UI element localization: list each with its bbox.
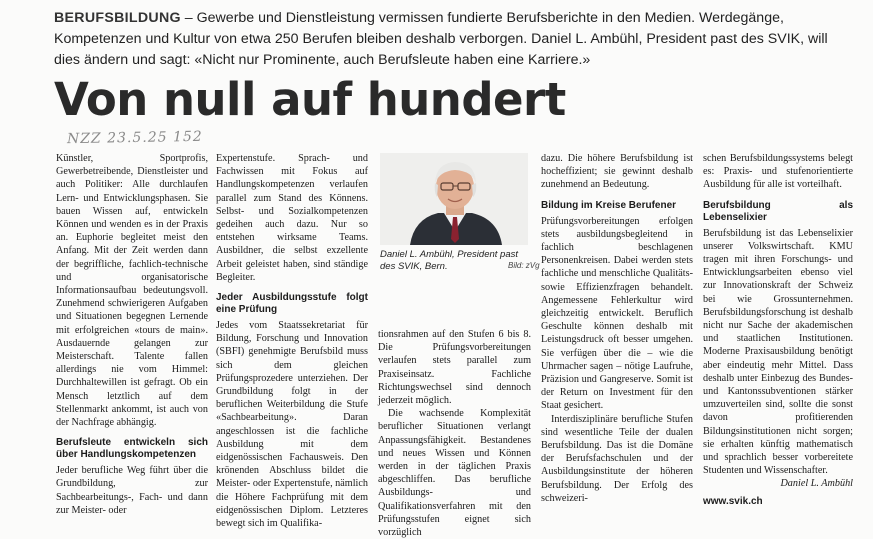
col5-paragraph-2: Berufsbildung ist das Lebenselixier unserer Volkswirtschaft. KMU tragen mit ihren Forschungs- und Entwicklungsarbeiten ebenso viel zur Innovationskraft der Schweiz bei wie Grossunternehmen. Berufsbildungsforschung ist deshalb nicht nur Sache der akademischen und staatlichen Institutionen. Moderne Praxisausbildung benötigt aber eindeutig mehr Mittel. Dass deshalb unter Einbezug des Bundes- und Kantonssubventionen stärker umzuverteilen sind, sollte die sonst davon profitierenden Bildungsinstitutionen nicht sorgen; sie erhalten künftig mathematisch und sprachlich besser vorbereitete Studenten und Wissenschafter. [703, 227, 853, 477]
photo-caption: Daniel L. Ambühl, President past des SVIK, Bern. [380, 249, 519, 272]
headline: Von null auf hundert [54, 73, 566, 126]
lead-kicker: BERUFSBILDUNG [54, 10, 181, 26]
column-2 [216, 152, 368, 530]
col4-paragraph-2: Prüfungsvorbereitungen erfolgen stets ausbildungsbegleitend in fachlich beschlagenen Personenkreisen. Dabei werden stets fachliche und menschliche Qualitäts- sowie Effizienzfragen behandelt. Angemessene Fehlerkultur wird gleichzeitig entwickelt. Beruflich Geschulte können deshalb mit Leistungsdruck oft besser umgehen. Sie verfügen über die – wie die Uhrmacher sagen – nötige Laufruhe, Präzision und Gangreserve. Somit ist der Return on Investment für den Staat gesichert. [541, 215, 693, 412]
lead-paragraph [54, 8, 854, 71]
col3-paragraph-2: Die wachsende Komplexität beruflicher Situationen verlangt Anpassungsfähigkeit. Bestandenes und neues Wissen und Können werden in der täglichen Praxis abgeschliffen. Das berufliche Ausbildungs- und Qualifikationsverfahren mit den Prüfungsstufen eignet sich vorzüglich [378, 408, 531, 539]
website-link[interactable]: www.svik.ch [703, 495, 763, 507]
column-1 [56, 152, 208, 517]
col2-paragraph-1: Expertenstufe. Sprach- und Fachwissen mit Fokus auf Handlungskompetenzen verlaufen parallel zum Stand des Könnens. Selbst- und Sozialkompetenzen gedeihen auch dazu. Nur so entstehen wirksame Teams. Ausbildner, die selbst exzellente Arbeit geleistet haben, sind ständige Begleiter. [216, 153, 368, 283]
col4-paragraph-1: dazu. Die höhere Berufsbildung ist hocheffizient; sie gewinnt deshalb zunehmend an Bedeutung. [541, 153, 693, 191]
col2-paragraph-2: Jedes vom Staatssekretariat für Bildung, Forschung und Innovation (SBFI) genehmigte Berufsbild muss sich dem gleichen Prüfungsprozedere unterziehen. Der Grundbildung folgt in der beruflichen Weiterbildung die Stufe «Sachbearbeitung». Daran angeschlossen ist die fachliche Ausbildung mit dem eidgenössischen Fachausweis. Den krönenden Abschluss bildet die Meister- oder Expertenstufe, nämlich die Höhere Fachprüfung mit dem eidgenössischen Diplom. Letzteres bewegt sich im Qualifika- [216, 320, 368, 530]
column-3 [378, 328, 531, 539]
col2-subheading: Jeder Ausbildungsstufe folgt eine Prüfung [216, 292, 368, 316]
col1-subheading: Berufsleute entwickeln sich über Handlungskompetenzen [56, 437, 208, 461]
col4-subheading: Bildung im Kreise Berufener [541, 199, 677, 211]
portrait-image [380, 153, 528, 245]
photo-credit: Bild: zVg [508, 261, 540, 270]
author-photo [380, 153, 528, 245]
col1-paragraph-2: Jeder berufliche Weg führt über die Grundbildung, zur Sachbearbeitungs-, Fach- und dann zur Meister- oder [56, 465, 208, 516]
author-signature: Daniel L. Ambühl [780, 478, 853, 490]
col5-subheading: Berufsbildung als Lebenselixier [703, 199, 853, 223]
lead-text: – Gewerbe und Dienstleistung vermissen fundierte Berufsberichte in den Medien. Werdegänge, Kompetenzen und Kultur von etwa 250 Berufen bleiben deshalb verborgen. Daniel L. Ambühl, President past des SVIK, will dies ändern und sagt: «Nicht nur Prominente, auch Berufsleute haben eine Karriere.» [54, 10, 828, 68]
col1-paragraph-1: Künstler, Sportprofis, Gewerbetreibende, Dienstleister und auch Politiker: Alle durchlaufen Lern- und Entwicklungsphasen. Sie bauen Wissen auf, entwickeln Können und wenden es in der Praxis an. Euphorie begleitet meist den Anfang. Mit der Zeit werden dann der begriffliche, fachlich-technische und organisatorische Informationsaufbau bedeutungsvoll. Zunehmend schwierigeren Aufgaben und Situationen begegnen Lernende mit erfolgreichen «tours de main». Ausdauernde gelangen zur Meisterschaft. Talente fallen allerdings nie vom Himmel: Durchhaltewillen ist gefragt. Ob ein Mensch letztlich auf dem Stellenmarkt ankommt, ist auch von der Nachfrage abhängig. [56, 153, 208, 429]
col4-paragraph-3: Interdisziplinäre berufliche Stufen sind wesentliche Teile der dualen Berufsbildung. Das ist die Domäne der Berufsfachschulen und der Ausbildungsinstitute der höheren Berufsbildung. Der Erfolg des schweizeri- [541, 413, 693, 504]
column-5 [703, 152, 853, 508]
column-4 [541, 152, 693, 505]
handwritten-date-stamp: NZZ 23.5.25 152 [66, 128, 203, 148]
col5-paragraph-1: schen Berufsbildungssystems belegt es: Praxis- und stufenorientierte Ausbildung für alle ist vorteilhaft. [703, 153, 853, 191]
col3-paragraph-1: tionsrahmen auf den Stufen 6 bis 8. Die Prüfungsvorbereitungen verlaufen stets parallel zum Praxiseinsatz. Fachliche Richtungswechsel sind dennoch jederzeit möglich. [378, 329, 531, 407]
